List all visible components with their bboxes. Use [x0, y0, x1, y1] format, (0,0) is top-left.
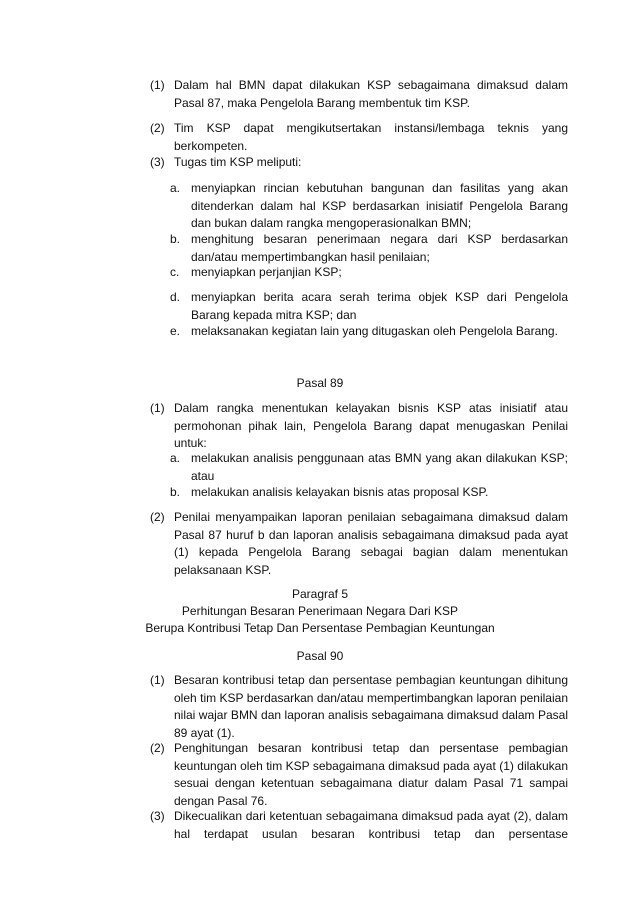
item-number: (1) — [150, 78, 165, 92]
item-number: (1) — [150, 673, 165, 687]
subitem-letter: b. — [170, 232, 181, 246]
pasal90-item-2 — [150, 740, 568, 810]
subitem-text: menghitung besaran penerimaan negara dari KSP berdasarkan dan/atau mempertimbangkan hasil penilaian; — [191, 232, 568, 264]
item-number: (1) — [150, 401, 165, 415]
pasal88-subitem-e — [170, 323, 568, 341]
item-text: Dalam rangka menentukan kelayakan bisnis KSP atas inisiatif atau permohonan pihak lain, Pengelola Barang dapat menugaskan Penilai untuk: — [174, 401, 568, 451]
subitem-text: melaksanakan kegiatan lain yang ditugaskan oleh Pengelola Barang. — [191, 324, 558, 338]
subitem-text: melakukan analisis kelayakan bisnis atas proposal KSP. — [191, 485, 489, 499]
paragraf-heading: Paragraf 5 — [291, 587, 349, 601]
pasal90-item-3 — [150, 808, 568, 843]
subitem-text: menyiapkan perjanjian KSP; — [191, 265, 342, 279]
item-text: Dalam hal BMN dapat dilakukan KSP sebagaimana dimaksud dalam Pasal 87, maka Pengelola Barang membentuk tim KSP. — [174, 78, 568, 110]
item-number: (2) — [150, 741, 165, 755]
pasal88-item-3 — [150, 154, 568, 172]
item-text: Besaran kontribusi tetap dan persentase pembagian keuntungan dihitung oleh tim KSP berdasarkan dan/atau mempertimbangkan laporan penilaian nilai wajar BMN dan laporan analisis sebagaimana dimaksud dalam Pasal 89 ayat (1). — [174, 673, 568, 740]
item-number: (2) — [150, 510, 165, 524]
pasal90-item-1 — [150, 672, 568, 742]
pasal90-heading: Pasal 90 — [296, 649, 344, 663]
pasal88-subitem-d — [170, 289, 568, 324]
subitem-text: melakukan analisis penggunaan atas BMN yang akan dilakukan KSP; atau — [191, 451, 568, 483]
pasal88-item-2 — [150, 120, 568, 155]
item-text: Tim KSP dapat mengikutsertakan instansi/lembaga teknis yang berkompeten. — [174, 121, 568, 153]
pasal88-subitem-b — [170, 231, 568, 266]
subitem-letter: d. — [170, 290, 181, 304]
subitem-letter: e. — [170, 324, 181, 338]
subitem-text: menyiapkan rincian kebutuhan bangunan dan fasilitas yang akan ditenderkan dalam hal KSP berdasarkan inisiatif Pengelola Barang dan bukan dalam rangka mengoperasionalkan BMN; — [191, 181, 568, 231]
paragraf-title-line-2: Berupa Kontribusi Tetap Dan Persentase Pembagian Keuntungan — [145, 621, 495, 635]
subitem-letter: b. — [170, 485, 181, 499]
subitem-letter: a. — [170, 451, 181, 465]
paragraf-title-line-1: Perhitungan Besaran Penerimaan Negara Dari KSP — [181, 604, 459, 618]
subitem-letter: a. — [170, 181, 181, 195]
pasal89-item-2 — [150, 509, 568, 579]
pasal88-item-1 — [150, 77, 568, 112]
pasal88-subitem-c — [170, 264, 568, 282]
item-text: Tugas tim KSP meliputi: — [174, 155, 302, 169]
item-number: (3) — [150, 809, 165, 823]
item-text: Dikecualikan dari ketentuan sebagaimana dimaksud pada ayat (2), dalam hal terdapat usulan besaran kontribusi tetap dan persentase — [174, 809, 568, 841]
item-text: Penilai menyampaikan laporan penilaian sebagaimana dimaksud dalam Pasal 87 huruf b dan laporan analisis sebagaimana dimaksud pada ayat (1) kepada Pengelola Barang sebagai bagian dalam menentukan pelaksanaan KSP. — [174, 510, 568, 577]
item-number: (2) — [150, 121, 165, 135]
item-text: Penghitungan besaran kontribusi tetap dan persentase pembagian keuntungan oleh tim KSP sebagaimana dimaksud pada ayat (1) dilakukan sesuai dengan ketentuan sebagaimana diatur dalam Pasal 71 sampai dengan Pasal 76. — [174, 741, 568, 808]
subitem-letter: c. — [170, 265, 180, 279]
pasal89-subitem-b — [170, 484, 568, 502]
item-number: (3) — [150, 155, 165, 169]
pasal89-item-1 — [150, 400, 568, 453]
pasal89-subitem-a — [170, 450, 568, 485]
pasal88-subitem-a — [170, 180, 568, 233]
subitem-text: menyiapkan berita acara serah terima objek KSP dari Pengelola Barang kepada mitra KSP; dan — [191, 290, 568, 322]
pasal89-heading: Pasal 89 — [296, 376, 344, 390]
